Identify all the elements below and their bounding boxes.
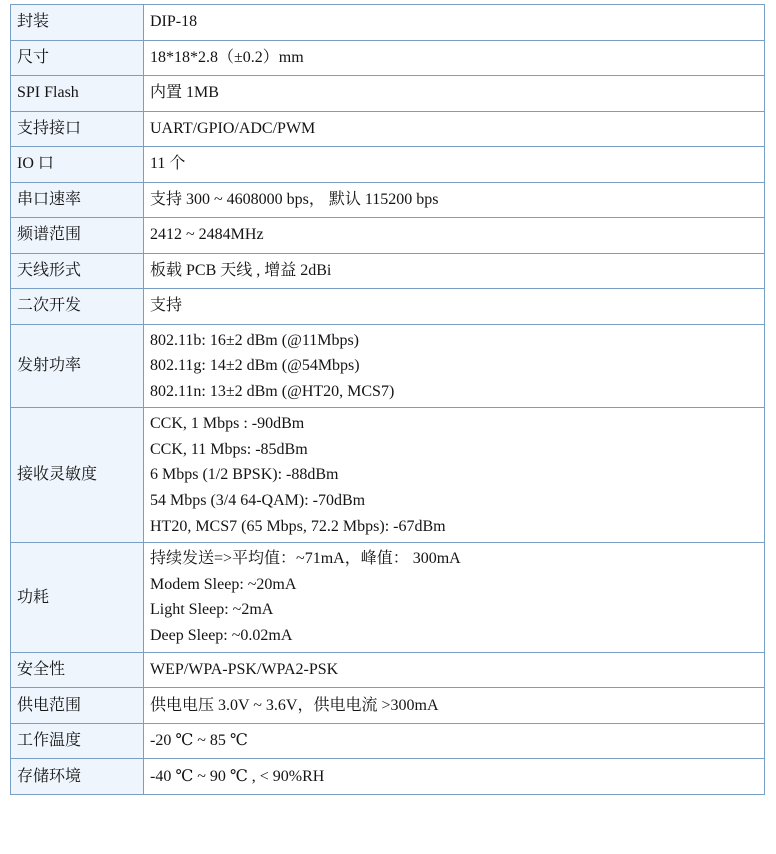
row-value: DIP-18 [144, 5, 765, 41]
row-label: SPI Flash [11, 76, 144, 112]
value-line: HT20, MCS7 (65 Mbps, 72.2 Mbps): -67dBm [150, 517, 446, 535]
value-line: Deep Sleep: ~0.02mA [150, 627, 293, 645]
row-label: 供电范围 [11, 688, 144, 724]
table-row [11, 723, 765, 759]
table-row [11, 76, 765, 112]
row-value: -20 ℃ ~ 85 ℃ [144, 723, 765, 759]
table-row [11, 408, 765, 543]
row-value: 2412 ~ 2484MHz [144, 218, 765, 254]
value-line: 6 Mbps (1/2 BPSK): -88dBm [150, 466, 339, 484]
row-value: 内置 1MB [144, 76, 765, 112]
row-value: 支持 [144, 289, 765, 325]
table-row [11, 652, 765, 688]
row-value: 板载 PCB 天线 , 增益 2dBi [144, 253, 765, 289]
row-label: 功耗 [11, 543, 144, 652]
table-row [11, 111, 765, 147]
row-label: 串口速率 [11, 182, 144, 218]
row-value: WEP/WPA-PSK/WPA2-PSK [144, 652, 765, 688]
table-row [11, 218, 765, 254]
table-row [11, 759, 765, 795]
row-label: 天线形式 [11, 253, 144, 289]
value-line: CCK, 1 Mbps : -90dBm [150, 415, 305, 433]
row-value: 供电电压 3.0V ~ 3.6V，供电电流 >300mA [144, 688, 765, 724]
table-row [11, 253, 765, 289]
table-row [11, 543, 765, 652]
row-label: 频谱范围 [11, 218, 144, 254]
table-row [11, 688, 765, 724]
table-row [11, 40, 765, 76]
row-label: 尺寸 [11, 40, 144, 76]
row-value [144, 543, 765, 652]
value-line: CCK, 11 Mbps: -85dBm [150, 440, 308, 458]
value-line: 802.11g: 14±2 dBm (@54Mbps) [150, 357, 360, 375]
row-value [144, 324, 765, 408]
table-row [11, 147, 765, 183]
table-row [11, 289, 765, 325]
row-label: 工作温度 [11, 723, 144, 759]
row-value: -40 ℃ ~ 90 ℃ , < 90%RH [144, 759, 765, 795]
row-label: 二次开发 [11, 289, 144, 325]
row-label: 接收灵敏度 [11, 408, 144, 543]
row-label: 安全性 [11, 652, 144, 688]
value-line: 54 Mbps (3/4 64-QAM): -70dBm [150, 492, 366, 510]
table-row [11, 182, 765, 218]
row-value: 11 个 [144, 147, 765, 183]
value-line: 802.11n: 13±2 dBm (@HT20, MCS7) [150, 382, 395, 400]
table-row [11, 324, 765, 408]
row-label: 封装 [11, 5, 144, 41]
spec-table [10, 4, 765, 795]
row-label: 支持接口 [11, 111, 144, 147]
row-value: 18*18*2.8（±0.2）mm [144, 40, 765, 76]
row-value: 支持 300 ~ 4608000 bps， 默认 115200 bps [144, 182, 765, 218]
table-row [11, 5, 765, 41]
row-label: IO 口 [11, 147, 144, 183]
row-value [144, 408, 765, 543]
value-line: Light Sleep: ~2mA [150, 601, 274, 619]
spec-table-body [11, 5, 765, 795]
row-value: UART/GPIO/ADC/PWM [144, 111, 765, 147]
value-line: 802.11b: 16±2 dBm (@11Mbps) [150, 331, 359, 349]
value-line: 持续发送=>平均值：~71mA，峰值： 300mA [150, 550, 461, 568]
row-label: 存储环境 [11, 759, 144, 795]
row-label: 发射功率 [11, 324, 144, 408]
value-line: Modem Sleep: ~20mA [150, 575, 297, 593]
